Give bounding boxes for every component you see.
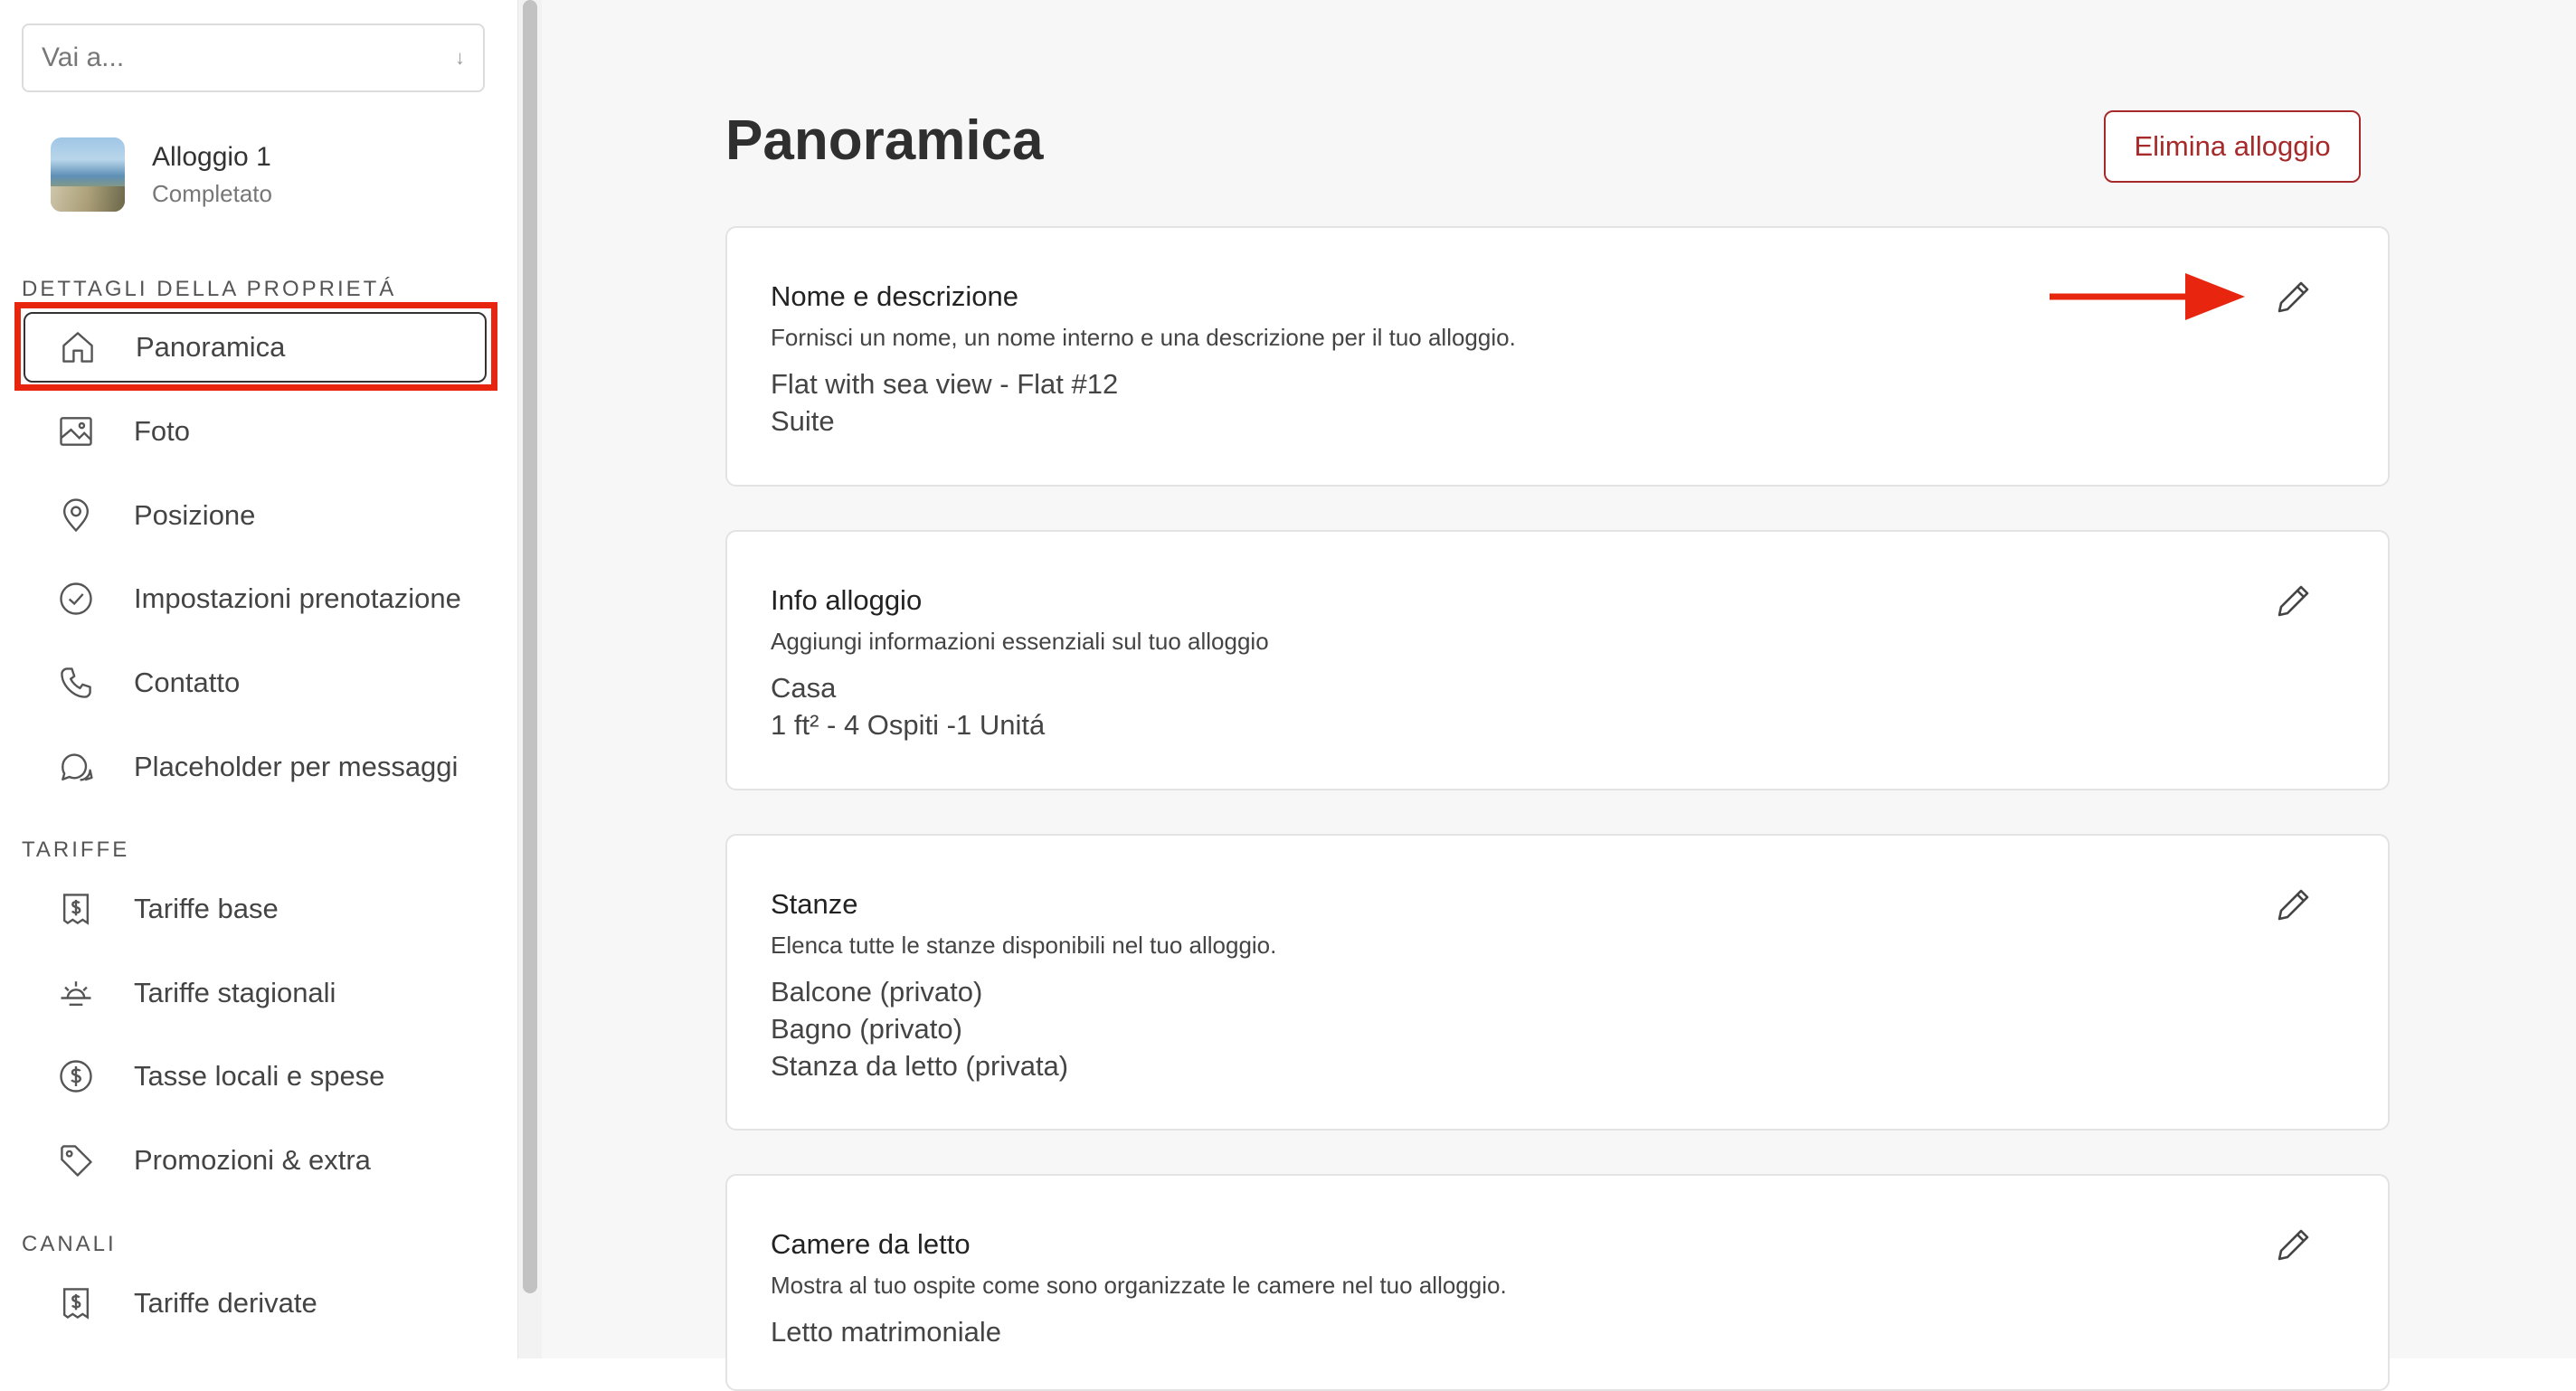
property-status: Completato (152, 179, 272, 207)
sidebar-item-label: Panoramica (136, 331, 286, 363)
property-summary[interactable] (51, 137, 272, 212)
sun-icon (54, 971, 98, 1015)
chat-bubbles-icon (54, 745, 98, 789)
edit-pencil-icon[interactable] (2272, 883, 2316, 926)
sidebar-item-tariffe-stagionali[interactable] (24, 958, 487, 1028)
edit-pencil-icon[interactable] (2272, 1223, 2316, 1266)
card-value: Suite (771, 405, 835, 437)
sidebar-item-label: Posizione (134, 499, 256, 531)
sidebar-item-tariffe-base[interactable] (24, 874, 487, 944)
scrollbar-thumb[interactable] (523, 0, 537, 1293)
delete-property-button[interactable]: Elimina alloggio (2104, 110, 2361, 183)
tag-icon (54, 1139, 98, 1182)
goto-select[interactable] (22, 24, 485, 92)
card-value: Bagno (privato) (771, 1013, 962, 1045)
card-title: Nome e descrizione (771, 280, 1018, 312)
card-subtitle: Aggiungi informazioni essenziali sul tuo alloggio (771, 628, 1269, 655)
section-title-details: DETTAGLI DELLA PROPRIETÁ (22, 277, 397, 301)
card-value: Stanza da letto (privata) (771, 1050, 1069, 1082)
sidebar-item-label: Placeholder per messaggi (134, 751, 459, 782)
card-subtitle: Elenca tutte le stanze disponibili nel tuo alloggio. (771, 932, 1277, 959)
card-title: Info alloggio (771, 584, 923, 616)
section-title-rates: TARIFFE (22, 837, 130, 862)
card-value: Letto matrimoniale (771, 1316, 1002, 1348)
sidebar-item-tariffe-derivate[interactable] (24, 1268, 487, 1339)
card-title: Stanze (771, 888, 858, 920)
sidebar-item-label: Tasse locali e spese (134, 1060, 385, 1092)
price-tag-dollar-icon (54, 1282, 98, 1325)
sidebar-item-impostazioni-prenotazione[interactable] (24, 563, 487, 634)
sidebar-item-label: Impostazioni prenotazione (134, 582, 461, 614)
sidebar-item-label: Tariffe derivate (134, 1287, 317, 1319)
sidebar-item-tasse-locali[interactable] (24, 1041, 487, 1112)
dollar-circle-icon (54, 1055, 98, 1098)
card-property-info (725, 530, 2390, 790)
sidebar-item-label: Contatto (134, 667, 241, 698)
sidebar (0, 0, 517, 1358)
price-tag-dollar-icon (54, 887, 98, 931)
goto-select-placeholder: Vai a... (42, 43, 125, 72)
edit-pencil-icon[interactable] (2272, 275, 2316, 318)
annotation-arrow (2050, 270, 2249, 324)
card-bedrooms (725, 1174, 2390, 1391)
sidebar-item-label: Foto (134, 415, 191, 447)
sidebar-item-contatto[interactable] (24, 648, 487, 718)
edit-pencil-icon[interactable] (2272, 579, 2316, 622)
card-value: 1 ft² - 4 Ospiti -1 Unitá (771, 709, 1046, 741)
sidebar-item-label: Tariffe stagionali (134, 977, 336, 1008)
card-subtitle: Fornisci un nome, un nome interno e una descrizione per il tuo alloggio. (771, 324, 1516, 351)
section-title-channels: CANALI (22, 1232, 117, 1256)
highlight-annotation-box (14, 302, 497, 391)
arrow-down-icon: ↓ (455, 46, 465, 69)
card-name-description (725, 226, 2390, 487)
card-rooms (725, 834, 2390, 1131)
sidebar-item-posizione[interactable] (24, 480, 487, 551)
sidebar-item-label: Tariffe base (134, 893, 279, 924)
check-circle-icon (54, 577, 98, 620)
sidebar-item-foto[interactable] (24, 396, 487, 467)
card-value: Casa (771, 672, 837, 704)
card-value: Flat with sea view - Flat #12 (771, 368, 1119, 400)
image-icon (54, 410, 98, 453)
sidebar-scrollbar[interactable] (517, 0, 543, 1358)
sidebar-item-label: Promozioni & extra (134, 1144, 371, 1176)
property-thumbnail (51, 137, 125, 212)
location-pin-icon (54, 494, 98, 537)
sidebar-item-placeholder-messaggi[interactable] (24, 732, 487, 802)
property-name: Alloggio 1 (152, 141, 271, 172)
page-title: Panoramica (725, 109, 1044, 172)
card-title: Camere da letto (771, 1228, 971, 1260)
phone-icon (54, 661, 98, 705)
card-subtitle: Mostra al tuo ospite come sono organizzate le camere nel tuo alloggio. (771, 1272, 1507, 1299)
sidebar-item-promozioni[interactable] (24, 1125, 487, 1196)
card-value: Balcone (privato) (771, 976, 983, 1008)
